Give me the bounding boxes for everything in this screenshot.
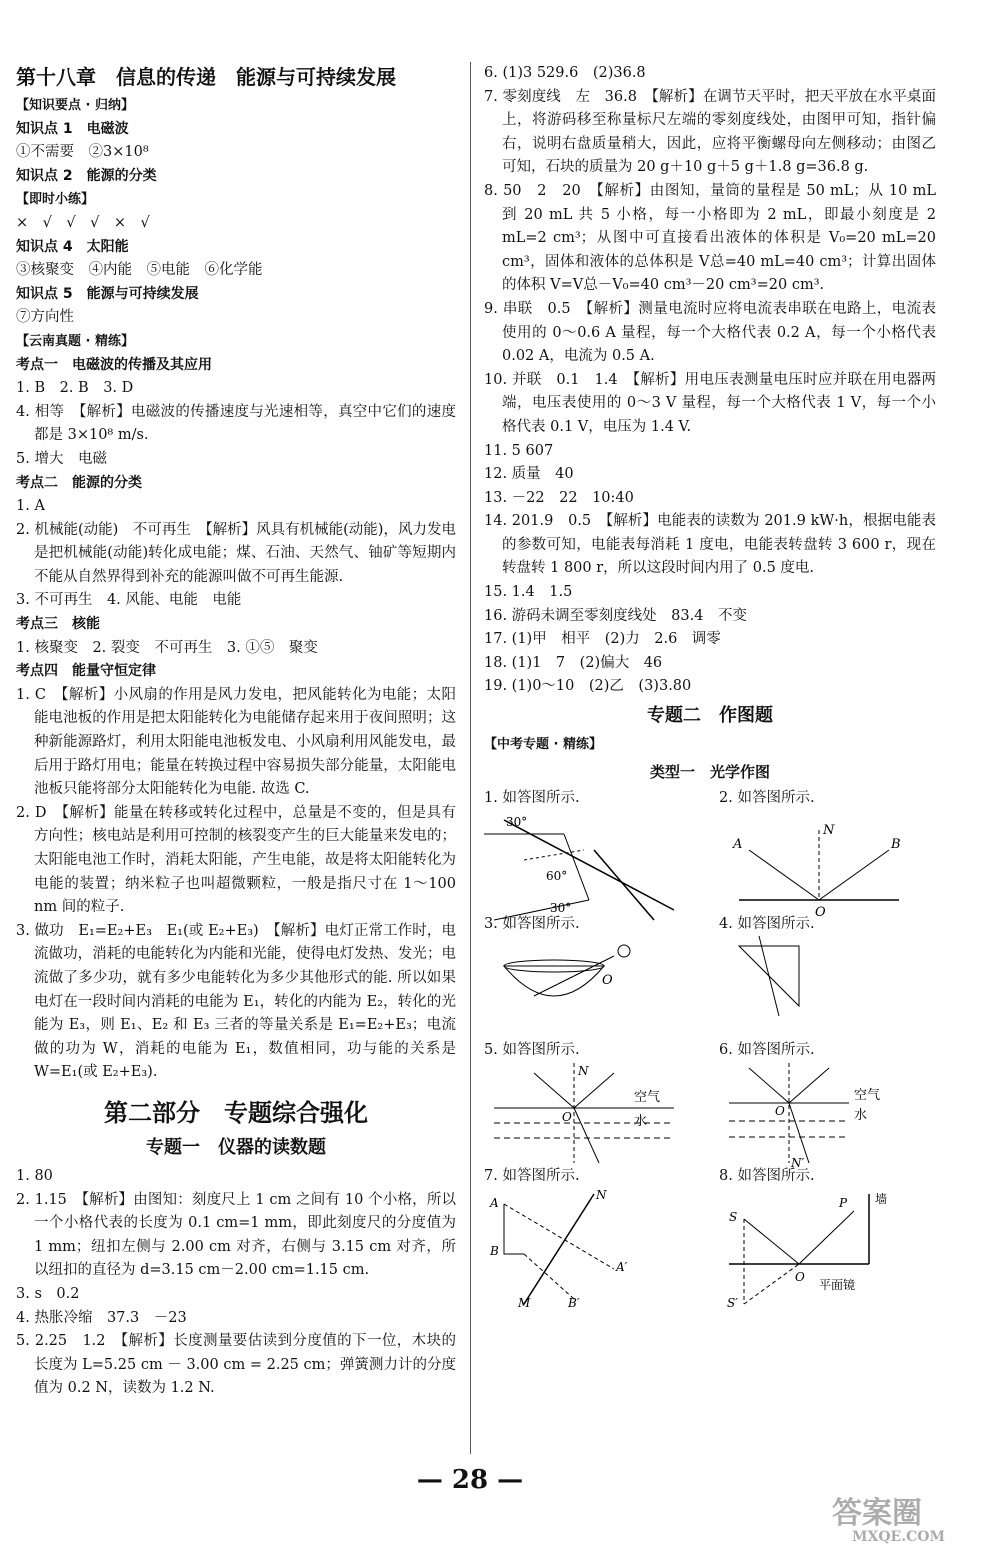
answer-line: 1. A <box>16 498 45 515</box>
fig6-label-O: O <box>775 1103 785 1118</box>
topic-title: 专题二 作图题 <box>647 705 773 727</box>
knowledge-point: 知识点 1 电磁波 <box>16 120 129 137</box>
fig1-angle-30b: 30° <box>550 901 572 916</box>
fig6-label-N2: N′ <box>791 1155 805 1170</box>
figure-3-bowl <box>484 936 684 1030</box>
exam-point: 考点三 核能 <box>16 616 100 633</box>
fig8-mirror: 平面镜 <box>819 1277 856 1292</box>
figure-label: 8. 如答图所示. <box>719 1168 815 1185</box>
exam-point: 考点四 能量守恒定律 <box>16 663 156 680</box>
figure-2-reflection <box>719 810 919 921</box>
fig8-label-S2: S′ <box>727 1295 738 1310</box>
figure-5-refraction <box>484 1063 684 1157</box>
answer-line: 12. 质量 40 <box>484 466 574 483</box>
figure-label: 3. 如答图所示. <box>484 915 580 932</box>
answer-line: 11. 5 607 <box>484 442 554 459</box>
figure-label: 5. 如答图所示. <box>484 1042 580 1058</box>
answer-line: 1. 80 <box>16 1167 53 1184</box>
section-header: 【云南真题 · 精练】 <box>16 333 134 349</box>
fig6-air: 空气 <box>854 1087 881 1103</box>
answer-line: 7. 零刻度线 左 36.8 【解析】在调节天平时，把天平放在水平桌面上，将游码移至称量标尺左端的零刻度线处，由图甲可知，指针偏右，说明右盘质量稍大，因此，应将平衡螺母向左侧移动；由图乙可知，石块的质量为 20 g＋10 g＋5 g＋1.8 g=36.8 g. <box>484 88 936 176</box>
figure-4-prism <box>719 936 919 1030</box>
answer-line: 2. 机械能(动能) 不可再生 【解析】风具有机械能(动能)，风力发电是把机械能(动能)转化成电能；煤、石油、天然气、铀矿等短期内不能从自然界得到补充的能源叫做不可再生能源. <box>16 521 456 585</box>
knowledge-point: 知识点 2 能源的分类 <box>16 167 157 184</box>
answer-line: 10. 并联 0.1 1.4 【解析】用电压表测量电压时应并联在用电器两端，电压表使用的 0～3 V 量程，每一个大格代表 1 V，每一个小格代表 0.1 V，电压为 1.4 V. <box>484 371 936 435</box>
answer-line: 16. 游码未调至零刻度线处 83.4 不变 <box>484 607 747 624</box>
fig1-angle-30: 30° <box>506 815 528 830</box>
answer-line: 2. D 【解析】能量在转移或转化过程中，总量是不变的，但是具有方向性；核电站是利用可控制的核裂变产生的巨大能量来发电的；太阳能电池工作时，消耗太阳能，产生电能，故是将太阳能转化为电能的装置；纳米粒子也叫超微颗粒，一般是指尺寸在 1～100 nm 间的粒子. <box>16 804 456 916</box>
figure-label: 4. 如答图所示. <box>719 915 815 932</box>
fig1-angle-60: 60° <box>546 869 568 884</box>
section-header: 【知识要点 · 归纳】 <box>16 98 134 113</box>
answer-line: ①不需要 ②3×10⁸ <box>16 144 149 161</box>
watermark-logo <box>822 1489 992 1543</box>
fig3-label-O: O <box>602 973 613 989</box>
figure-label: 2. 如答图所示. <box>719 789 815 806</box>
topic-title: 专题一 仪器的读数题 <box>146 1136 326 1158</box>
exam-point: 考点二 能源的分类 <box>16 474 142 491</box>
answer-line: 9. 串联 0.5 【解析】测量电流时应将电流表串联在电路上，电流表使用的 0～0.6 A 量程，每一个大格代表 0.2 A，每一个小格代表 0.02 A，电流为 0.5 A. <box>484 300 936 365</box>
answer-line: 1. B 2. B 3. D <box>16 380 134 397</box>
figure-8-mirror <box>719 1189 919 1310</box>
fig5-water: 水 <box>634 1113 648 1129</box>
exam-point: 考点一 电磁波的传播及其应用 <box>16 356 212 373</box>
answer-line: 15. 1.4 1.5 <box>484 584 573 601</box>
answer-line: 3. s 0.2 <box>16 1285 80 1302</box>
fig2-label-O: O <box>815 905 826 921</box>
watermark-text: 答案圈 <box>832 1496 922 1531</box>
fig2-label-N: N <box>823 823 835 839</box>
knowledge-point: 知识点 5 能源与可持续发展 <box>16 285 199 302</box>
answer-line: 8. 50 2 20 【解析】由图知，量筒的量程是 50 mL；从 10 mL 到 20 mL 共 5 小格，每一小格即为 2 mL，即最小刻度是 2 mL=2 cm³；从图中可直接看出液体的体积是 V₀=20 mL=20 cm³，固体和液体的总体积是 V总=40 mL=40 cm³；计算出固体的体积 V=V总－V₀=40 cm³－20 cm³=20 cm³. <box>484 182 936 294</box>
check-marks: × √ √ √ × √ <box>16 214 150 231</box>
answer-line: ⑦方向性 <box>16 309 74 326</box>
fig2-label-A: A <box>733 837 743 853</box>
column-divider <box>470 62 471 1454</box>
fig7-label-B: B <box>490 1243 499 1258</box>
answer-line: 13. －22 22 10:40 <box>484 489 634 506</box>
fig5-label-N: N <box>578 1063 589 1078</box>
answer-line: 2. 1.15 【解析】由图知：刻度尺上 1 cm 之间有 10 个小格，所以一个小格代表的长度为 0.1 cm=1 mm，即此刻度尺的分度值为 1 mm；纽扣左侧与 2.00 cm 对齐，右侧与 3.15 cm 对齐，所以纽扣的直径为 d=3.15 cm－2.00 cm=1.15 cm. <box>16 1191 456 1279</box>
fig7-label-B2: B′ <box>568 1295 580 1310</box>
fig8-wall: 墙 <box>875 1191 888 1206</box>
type-title: 类型一 光学作图 <box>649 762 770 781</box>
figure-7-mirror <box>484 1187 684 1310</box>
watermark-url: MXQE.COM <box>852 1529 945 1545</box>
answer-line: 5. 2.25 1.2 【解析】长度测量要估读到分度值的下一位，木块的长度为 L=5.25 cm － 3.00 cm = 2.25 cm；弹簧测力计的分度值为 0.2 N，读数为 1.2 N. <box>16 1333 456 1397</box>
part-title: 第二部分 专题综合强化 <box>104 1098 368 1127</box>
fig5-air: 空气 <box>634 1089 661 1105</box>
answer-line: 1. C 【解析】小风扇的作用是风力发电，把风能转化为电能；太阳能电池板的作用是把太阳能转化为电能储存起来用于夜间照明；这种新能源路灯，利用太阳能电池板发电、小风扇利用风能发电，最后用于路灯用电；能量在转换过程中容易损失部分能量，太阳能电池板只能将部分太阳能转化为电能. 故选 C. <box>16 686 456 798</box>
answer-line: 4. 相等 【解析】电磁波的传播速度与光速相等，真空中它们的速度都是 3×10⁸ m/s. <box>16 403 456 444</box>
fig7-label-A2: A′ <box>616 1259 628 1274</box>
answer-line: 5. 增大 电磁 <box>16 450 107 467</box>
answer-line: 19. (1)0～10 (2)乙 (3)3.80 <box>484 678 692 695</box>
fig5-label-O: O <box>562 1109 572 1124</box>
figure-label: 7. 如答图所示. <box>484 1168 580 1185</box>
answer-line: 14. 201.9 0.5 【解析】电能表的读数为 201.9 kW·h，根据电能表的参数可知，电能表每消耗 1 度电，电能表转盘转 3 600 r，现在转盘转 1 800 r，所以这段时间内用了 0.5 度电. <box>484 513 936 577</box>
figure-label: 1. 如答图所示. <box>484 789 580 806</box>
figure-1-reflection <box>484 810 684 916</box>
fig8-label-O: O <box>795 1269 805 1284</box>
fig2-label-B: B <box>891 837 901 853</box>
fig6-water: 水 <box>854 1107 868 1123</box>
answer-line: 18. (1)1 7 (2)偏大 46 <box>484 654 663 671</box>
figure-label: 6. 如答图所示. <box>719 1042 815 1058</box>
answer-line: 4. 热胀冷缩 37.3 －23 <box>16 1309 187 1326</box>
fig8-label-P: P <box>839 1195 848 1210</box>
answer-line: ③核聚变 ④内能 ⑤电能 ⑥化学能 <box>16 262 263 279</box>
answer-line: 3. 做功 E₁=E₂+E₃ E₁(或 E₂+E₃) 【解析】电灯正常工作时，电流做功，消耗的电能转化为内能和光能，使得电灯发热、发光；电流做了多少功，就有多少电能转化为多少其他形式的能. 所以如果电灯在一段时间内消耗的电能为 E₁，转化的内能为 E₂，转化的光能为 E₃，则 E₁、E₂ 和 E₃ 三者的等量关系是 E₁=E₂+E₃；电流做的功为 W，消耗的电能为 E₁，数值相同，功与能的关系是 W=E₁(或 E₂+E₃). <box>16 922 456 1081</box>
page-number: — 28 — <box>416 1465 524 1495</box>
knowledge-point: 知识点 4 太阳能 <box>16 238 129 255</box>
answer-line: 1. 核聚变 2. 裂变 不可再生 3. ①⑤ 聚变 <box>16 639 318 656</box>
fig8-label-S: S <box>729 1209 738 1224</box>
left-column <box>16 62 456 1401</box>
figure-6-refraction <box>719 1063 919 1170</box>
chapter-title: 第十八章 信息的传递 能源与可持续发展 <box>16 65 396 89</box>
right-column <box>484 62 936 1310</box>
answer-line: 3. 不可再生 4. 风能、电能 电能 <box>16 592 242 609</box>
fig7-label-A: A <box>490 1195 499 1210</box>
fig7-label-M: M <box>518 1295 531 1310</box>
fig7-label-N: N <box>596 1187 607 1202</box>
answer-line: 6. (1)3 529.6 (2)36.8 <box>484 65 646 81</box>
section-header: 【中考专题 · 精练】 <box>484 737 602 753</box>
answer-line: 17. (1)甲 相平 (2)力 2.6 调零 <box>484 631 721 648</box>
section-header: 【即时小练】 <box>16 192 95 208</box>
